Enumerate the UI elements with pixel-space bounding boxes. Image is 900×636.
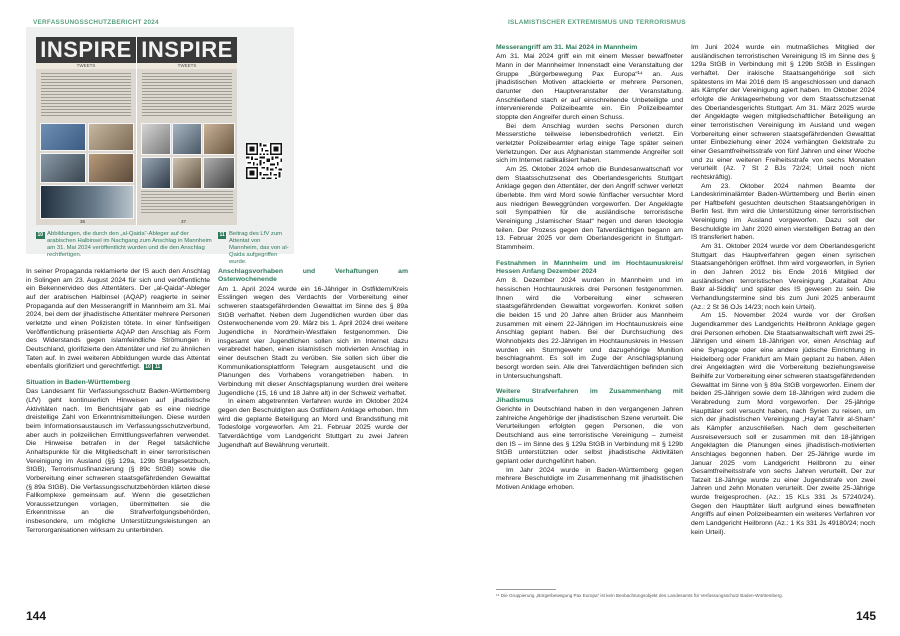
paragraph: Am 31. Oktober 2024 wurde vor dem Oberlandesgericht Stuttgart das Hauptverfahren gegen einen syrischen Staatsangehörigen eröffnet. Ihm wird vorgeworfen, in Syrien in den Jahren 2012 bis Ende 2016 Mitglied der ausländischen terroristischen Vereinigung „Kataibat Abu Bakr al-Siddiq“ und später des IS gewesen zu sein. Die Verhandlungstermine sind bis zum Juni 2025 anberaumt (Az.: 2 St 36 OJs 14/23; noch kein Urteil).	[691, 243, 875, 311]
photo-scene-a5	[40, 185, 134, 219]
footnote: ¹⁴ Die Gruppierung „Bürgerbewegung Pax Europa“ ist kein Beobachtungsobjekt des Landesamts für Verfassungsschutz Baden-Württemberg.	[496, 593, 783, 598]
photo-crowd-a2	[88, 123, 134, 151]
page-number-right: 145	[856, 609, 877, 623]
inspire-subtitle-b: TWEETS	[137, 63, 237, 69]
inspire-text-block-b	[142, 73, 232, 117]
caption-11-badge: 11	[219, 232, 225, 238]
paragraph: Gerichte in Deutschland haben in den vergangenen Jahren zahlreiche Angehörige der jihadistischen Szene verurteilt. Die Verurteilungen erfolgten gegen Personen, die von Deutschland aus eine terroristische Vereinigung – zumeist den IS – im Sinne des § 129a StGB in Verbindung mit § 129b StGB unterstützten oder selbst jihadistische Aktivitäten geplant oder durchgeführt haben.	[496, 406, 683, 465]
section-heading: Messerangriff am 31. Mai 2024 in Mannheim	[496, 44, 638, 51]
right-column-1	[496, 44, 683, 493]
section-heading: Weitere Strafverfahren im Zusammenhang mit Jihadismus	[496, 388, 683, 404]
running-header-right: ISLAMISTISCHER EXTREMISMUS UND TERRORISMUS	[508, 19, 686, 26]
caption-10-badge: 10	[37, 232, 44, 238]
qr-code	[246, 143, 282, 179]
paragraph: Am 1. April 2024 wurde ein 16-Jähriger in Ostfildern/Kreis Esslingen wegen des Verdachts der Vorbereitung einer schweren staatsgefährdenden Gewalttat im Sinne des § 89a StGB verhaftet. Neben dem Jugendlichen wurden über das Osterwochenende vom 29. März bis 1. April 2024 drei weitere Jugendliche in Nordrhein-Westfalen festgenommen. Die insgesamt vier Jugendlichen sollen sich im Internet dazu verabredet haben, einen islamistisch motivierten Anschlag in einer deutschen Stadt zu verüben. Sie sollen sich über die Kommunikationsplattform Telegram ausgetauscht und die Planungen des Vorhabens vorangetrieben haben. In Verbindung mit dieser Anschlagsplanung wurden drei weitere Jugendliche (15, 16 und 18 Jahre alt) in der Schweiz verhaftet.	[218, 285, 408, 397]
paragraph: Am 25. Oktober 2024 erhob die Bundesanwaltschaft vor dem Staatsschutzsenat des Oberlandesgerichts Stuttgart Anklage gegen den Attentäter, der den Angriff schwer verletzt überlebte. Ihm wird Mord sowie fünffacher versuchter Mord aus niedrigen Beweggründen vorgeworfen. Der Angeklagte soll Sympathien für die ausländische terroristische Vereinigung „Islamischer Staat“ hegen und deren Ideologie teilen. Der Prozess gegen den Tatverdächtigen begann am 13. Februar 2025 vor dem Oberlandesgericht in Stuttgart-Stammheim.	[496, 165, 683, 251]
section-heading: Anschlagsvorhaben und Verhaftungen am Osterwochenende	[218, 268, 408, 284]
caption-10: Abbildungen, die durch den „al-Qaida“-Ableger auf der arabischen Halbinsel im Nachgang zum Anschlag in Mannheim am 31. Mai 2024 veröffentlicht wurden und die den Anschlag rechtfertigen.	[47, 231, 212, 259]
paragraph: In seiner Propaganda reklamierte der IS auch den Anschlag in Solingen am 23. August 2024 für sich und veröffentlichte ein Bekennervideo des Attentäters. Der „al-Qaida“-Ableger auf der arabischen Halbinsel (AQAP) reagierte in seiner Propaganda auf den Messerangriff in Mannheim am 31. Mai 2024, bei dem der jihadistische Attentäter mehrere Personen verletzte und einen Polizisten tötete. In einer fünfseitigen Veröffentlichung präsentierte AQAP den Anschlag als Form des Widerstands gegen islamfeindliche Strömungen in Deutschland, glorifizierte den Attentäter und rief zu ähnlichen Taten auf. In zwei weiteren Abbildungen wurde das Attentat ebenfalls glorifiziert und gerechtfertigt. 10 11	[26, 268, 210, 371]
paragraph: Im Juni 2024 wurde ein mutmaßliches Mitglied der ausländischen terroristischen Vereinigung IS im Sinne des § 129a StGB in Verbindung mit § 129b StGB in Esslingen verhaftet. Der irakische Staatsangehörige soll sich spätestens im Mai 2016 dem IS angeschlossen und danach als Kämpfer der Vereinigung agiert haben. Im Oktober 2024 erfolgte die Anklageerhebung vor dem Staatsschutzsenat des Oberlandesgerichts Stuttgart. Am 31. März 2025 wurde der Angeklagte wegen mitgliedschaftlicher Beteiligung an einer terroristischen Vereinigung im Ausland und wegen Vorbereitung einer schweren staatsgefährdenden Gewalttat unter Einbeziehung einer 2024 verhängten Geldstrafe zu einer Gesamtfreiheitsstrafe von fünf Jahren und einer Woche und zu einer weiteren Freiheitsstrafe von sechs Monaten verurteilt (Az. 7 St 2 BJs 72/24; Urteil noch nicht rechtskräftig).	[691, 44, 875, 181]
inspire-page-number-b: 37	[181, 219, 187, 224]
figure-box	[26, 27, 294, 266]
right-column-2	[691, 44, 875, 537]
inspire-text-block-b2	[141, 191, 233, 215]
photo-person-b5	[172, 157, 202, 189]
right-page	[450, 0, 900, 636]
caption-11: Beitrag des LfV zum Attentat von Mannheim, das von al-Qaida aufgegriffen wurde.	[229, 231, 289, 266]
section-heading: Situation in Baden-Württemberg	[26, 378, 131, 386]
inspire-text-block-a	[41, 73, 131, 117]
page-number-left: 144	[26, 609, 47, 623]
section-heading: Festnahmen in Mannheim und im Hochtaunuskreis/ Hessen Anfang Dezember 2024	[496, 259, 683, 275]
paragraph: In einem abgetrennten Verfahren wurde im Oktober 2024 gegen den Beschuldigten aus Ostfildern Anklage erhoben. Ihm wird die geplante Beteiligung an Mord und Brandstiftung mit Todesfolge vorgeworfen. Am 21. Februar 2025 wurde der Tatverdächtige vom Landgericht Stuttgart zu zwei Jahren Jugendhaft auf Bewährung verurteilt.	[218, 398, 408, 449]
paragraph: Am 23. Oktober 2024 nahmen Beamte der Landeskriminalämter Baden-Württemberg und Berlin einen per Haftbefehl gesuchten deutschen Staatsangehörigen in Berlin fest. Ihm wird die Unterstützung einer terroristischen Vereinigung im Ausland vorgeworfen. Dazu soll der Beschuldigte im Jahr 2020 einen vierstelligen Betrag an den IS transferiert haben.	[691, 182, 875, 242]
left-column-2	[218, 268, 408, 450]
paragraph: Das Landesamt für Verfassungsschutz Baden-Württemberg (LfV) geht kontinuierlich Hinweisen auf jihadistische Aktivitäten nach. Im Berichtsjahr gab es eine niedrige dreistellige Zahl von Erkenntnismitteilungen. Diese wurden beim Informationsaustausch im Verfassungsschutzverbund, aber auch in polizeilichen Ermittlungsverfahren verwendet. Die Hinweise betrafen in der Regel tatsächliche Anhaltspunkte für die Mitgliedschaft in einer terroristischen Vereinigung im Ausland (§§ 129a, 129b Strafgesetzbuch, StGB), Terrorismusfinanzierung (§ 89c StGB) sowie die Vorbereitung einer schweren staatsgefährdenden Gewalttat (§ 89a StGB). Die Verfassungsschutzbehörden klärten diese Fallkomplexe gemeinsam auf. Wenn die gesetzlichen Voraussetzungen vorlagen, übermittelten sie die Erkenntnisse an die Strafverfolgungsbehörden, insbesondere, um mögliche Unterstützungsleistungen an Terrororganisationen wirksam zu unterbinden.	[26, 388, 210, 534]
inspire-page-number-a: 36	[80, 219, 86, 224]
figure-ref-11[interactable]: 11	[154, 363, 161, 370]
paragraph: Im Jahr 2024 wurde in Baden-Württemberg gegen mehrere Beschuldigte im Zusammenhang mit jihadistischen Motiven Anklage erhoben.	[496, 466, 683, 491]
inspire-page-b	[137, 37, 237, 225]
footnote-rule	[496, 589, 556, 590]
inspire-subtitle-a: TWEETS	[36, 63, 136, 69]
photo-crowd-a1	[40, 123, 86, 151]
running-header-left: VERFASSUNGSSCHUTZBERICHT 2024	[33, 19, 159, 26]
photo-crowd-a4	[88, 153, 134, 183]
inspire-title-a: INSPIRE	[36, 37, 136, 63]
paragraph: Am 31. Mai 2024 griff ein mit einem Messer bewaffneter Mann in der Mannheimer Innenstadt eine Veranstaltung der Gruppe „Bürgerbewegung Pax Europa“¹⁴ an. Aus jihadistischen Motiven attackierte er mehrere Personen, darunter den Hauptveranstalter der Veranstaltung. Anschließend stach er auf einschreitende Unbeteiligte und intervenierende Polizeibeamte ein. Ein Polizeibeamter stoppte den Angreifer durch einen Schuss.	[496, 53, 683, 121]
inspire-page-a	[36, 37, 136, 225]
paragraph: Bei dem Anschlag wurden sechs Personen durch Messerstiche teilweise lebensbedrohlich verletzt. Ein verletzter Polizeibeamter erlag einige Tage später seinen Verletzungen. Der aus Afghanistan stammende Angreifer soll sich im Internet radikalisiert haben.	[496, 122, 683, 165]
paragraph: Am 8. Dezember 2024 wurden in Mannheim und im hessischen Hochtaunuskreis drei Personen festgenommen. Ihnen wird die Vorbereitung einer schweren staatsgefährdenden Gewalttat vorgeworfen. Konkret sollen die beiden 15 und 20 Jahre alten Brüder aus Mannheim zusammen mit einem 22-Jährigen im Hochtaunuskreis eine Anschlag geplant haben. Bei der Durchsuchung des Wohnobjekts des 22-Jährigen im Hochtaunuskreis in Hessen wurden ein Sturmgewehr und dazugehörige Munition beschlagnahmt. Es soll im Zuge der Anschlagsplanung besorgt worden sein. Alle drei Tatverdächtigen befinden sich in Untersuchungshaft.	[496, 277, 683, 380]
left-column-1	[26, 268, 210, 535]
photo-crowd-a3	[40, 153, 86, 183]
figure-ref-10[interactable]: 10	[145, 363, 151, 370]
photo-person-b6	[203, 157, 235, 189]
inspire-image	[36, 37, 237, 225]
photo-person-b1	[141, 123, 171, 155]
photo-person-b3	[203, 123, 235, 155]
photo-person-b4	[141, 157, 171, 189]
inspire-title-b: INSPIRE	[137, 37, 237, 63]
paragraph: Am 15. November 2024 wurde vor der Großen Jugendkammer des Landgerichts Heilbronn Anklage gegen drei Personen erhoben. Die Staatsanwaltschaft wirft zwei 25-Jährigen und einem 18-Jährigen vor, einen Anschlag auf eine Synagoge oder eine andere jüdische Einrichtung in Heidelberg oder Frankfurt am Main geplant zu haben. Allen drei Angeklagten wird die Vorbereitung beziehungsweise Beihilfe zur Vorbereitung einer schweren staatsgefährdenden Gewalttat im Sinne von § 89a StGB vorgeworfen. Einem der beiden 25-Jährigen sowie dem 18-Jährigen wird zudem die Verabredung zum Mord vorgeworfen. Der 25-jährige Haupttäter soll versucht haben, nach Syrien zu reisen, um sich der jihadistischen Vereinigung „Hay’at Tahrir al-Sham“ als Kämpfer anzuschließen. Nach dem gescheiterten Ausreiseversuch soll er zusammen mit den 18-jährigen Angeklagten die Planungen eines jihadistisch-motivierten Anschlages begonnen haben. Der 25-Jährige wurde im Januar 2025 vom Landgericht Heilbronn zu einer Gesamtfreiheitsstrafe von sechs Jahren verurteilt. Der zur Tatzeit 18-Jährige wurde zu einer Jugendstrafe von zwei Jahren und zehn Monaten verurteilt. Der zweite 25-Jährige wurde freigesprochen. (Az.: 15 KLs 331 Js 57240/24). Gegen den Haupttäter läuft aufgrund eines bewaffneten Angriffs auf einen Polizeibeamten ein weiteres Verfahren vor dem Landgericht Heilbronn (Az.: 1 Ks 331 Js 49180/24; noch kein Urteil).	[691, 312, 876, 536]
photo-person-b2	[172, 123, 202, 155]
